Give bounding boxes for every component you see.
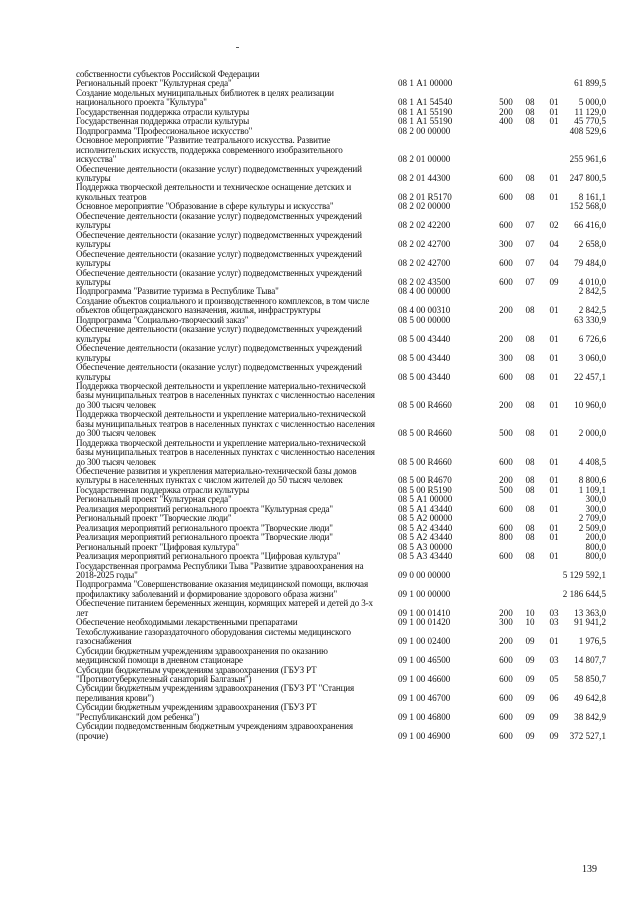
- row-expense-type: 300: [499, 239, 513, 250]
- row-amount: 2 709,0: [578, 513, 606, 524]
- row-name: Субсидии бюджетным учреждениям здравоохранения (ГБУЗ РТ "Станция переливания крови"): [76, 683, 355, 703]
- row-code: 09 1 00 46800: [398, 711, 451, 722]
- row-subsection: 01: [549, 116, 559, 127]
- row-name: Обеспечение деятельности (оказание услуг) подведомственных учреждений культуры: [76, 210, 362, 231]
- row-name: Реализация мероприятий регионального проекта "Творческие люди": [76, 532, 333, 543]
- row-subsection: 01: [549, 172, 559, 183]
- row-amount: 6 726,6: [578, 333, 606, 344]
- row-expense-type: 600: [499, 276, 513, 287]
- row-amount: 2 186 644,5: [562, 588, 606, 599]
- table-row: [76, 212, 616, 231]
- row-subsection: 02: [549, 220, 559, 231]
- row-section: 08: [525, 116, 535, 127]
- row-name: Субсидии бюджетным учреждениям здравоохранения по оказанию медицинской помощи в дневном стационаре: [76, 645, 328, 666]
- table-row: [76, 562, 616, 581]
- row-section: 08: [525, 399, 535, 410]
- row-code: 08 5 00 R4670: [398, 475, 452, 486]
- row-code: 09 1 00 00000: [398, 588, 451, 599]
- row-expense-type: 500: [499, 97, 513, 108]
- row-expense-type: 600: [499, 456, 513, 467]
- row-amount: 11 129,0: [574, 106, 606, 117]
- row-section: 08: [525, 484, 535, 495]
- row-section: 08: [525, 475, 535, 486]
- row-section: 08: [525, 191, 535, 202]
- row-section: 08: [525, 551, 535, 562]
- row-expense-type: 600: [499, 655, 513, 666]
- row-amount: 3 060,0: [578, 352, 606, 363]
- row-amount: 1 976,5: [578, 636, 606, 647]
- row-subsection: 01: [549, 333, 559, 344]
- row-name: Субсидии бюджетным учреждениям здравоохранения (ГБУЗ РТ "Республиканский дом ребенка"): [76, 702, 317, 722]
- table-row: [76, 647, 616, 666]
- row-code: 09 1 00 46900: [398, 730, 451, 741]
- row-expense-type: 300: [499, 617, 513, 628]
- row-subsection: 01: [549, 636, 559, 647]
- row-name: Субсидии подведомственным бюджетным учреждениям здравоохранения (прочие): [76, 721, 353, 741]
- row-section: 08: [525, 532, 535, 543]
- row-name: Обеспечение деятельности (оказание услуг) подведомственных учреждений культуры: [76, 343, 362, 363]
- row-amount: 4 408,5: [578, 456, 606, 467]
- row-subsection: 03: [549, 617, 559, 628]
- table-row: [76, 599, 616, 618]
- row-expense-type: 600: [499, 371, 513, 382]
- budget-table: [76, 70, 616, 741]
- row-code: 08 5 А2 00000: [398, 513, 453, 524]
- row-code: 09 1 00 46700: [398, 692, 451, 703]
- row-subsection: 09: [549, 711, 559, 722]
- row-section: 07: [525, 276, 535, 287]
- row-code: 09 1 00 02400: [398, 636, 451, 647]
- row-name: Государственная поддержка отрасли культуры: [76, 106, 250, 117]
- row-expense-type: 200: [499, 106, 513, 117]
- table-row: [76, 363, 616, 382]
- row-expense-type: 600: [499, 258, 513, 269]
- row-code: 08 2 01 R5170: [398, 191, 452, 202]
- row-amount: 4 010,0: [578, 276, 606, 287]
- row-amount: 63 330,9: [574, 314, 606, 325]
- row-subsection: 01: [549, 371, 559, 382]
- row-subsection: 06: [549, 692, 559, 703]
- row-subsection: 01: [549, 532, 559, 543]
- table-row: [76, 344, 616, 363]
- row-code: 08 4 00 00000: [398, 286, 451, 297]
- row-section: 09: [525, 674, 535, 684]
- row-code: 08 2 00 00000: [398, 125, 451, 136]
- table-row: [76, 183, 616, 202]
- row-amount: 8 800,6: [578, 475, 606, 486]
- row-section: 08: [525, 503, 535, 514]
- row-amount: 255 961,6: [569, 154, 606, 165]
- row-section: 08: [525, 456, 535, 467]
- row-section: 08: [525, 522, 535, 533]
- row-subsection: 01: [549, 106, 559, 117]
- row-code: 09 1 00 46500: [398, 655, 451, 666]
- row-name: Обеспечение деятельности (оказание услуг) подведомственных учреждений культуры: [76, 163, 362, 183]
- row-section: 07: [525, 220, 535, 231]
- row-amount: 91 941,2: [574, 617, 606, 628]
- row-expense-type: 600: [499, 172, 513, 183]
- row-code: 08 2 02 42200: [398, 220, 451, 231]
- table-row: [76, 231, 616, 250]
- row-code: 08 2 02 42700: [398, 239, 451, 250]
- row-name: Региональный проект "Творческие люди": [76, 513, 232, 524]
- row-amount: 13 363,0: [574, 607, 606, 618]
- row-expense-type: 600: [499, 674, 513, 684]
- row-section: 07: [525, 258, 535, 269]
- row-name: Техобслуживание газораздаточного оборудования системы медицинского газоснабжения: [76, 626, 351, 647]
- row-subsection: 03: [549, 607, 559, 618]
- row-amount: 10 960,0: [574, 399, 606, 410]
- page-number: 139: [582, 864, 597, 875]
- row-code: 08 5 А1 43440: [398, 503, 453, 514]
- row-amount: 800,0: [585, 551, 606, 562]
- row-expense-type: 600: [499, 220, 513, 231]
- table-row: [76, 580, 616, 599]
- row-name: Обеспечение необходимыми лекарственными препаратами: [76, 617, 298, 628]
- row-expense-type: 600: [499, 730, 513, 741]
- row-section: 08: [525, 106, 535, 117]
- row-expense-type: 500: [499, 428, 513, 439]
- table-row: [76, 382, 616, 410]
- row-name: Создание объектов социального и производственного комплексов, в том числе объектов общегражданского назначения, жилья, инфраструктуры: [76, 295, 370, 316]
- row-name: Обеспечение деятельности (оказание услуг) подведомственных учреждений культуры: [76, 267, 362, 287]
- row-amount: 800,0: [585, 541, 606, 552]
- row-subsection: 01: [549, 97, 559, 108]
- row-amount: 2 000,0: [578, 428, 606, 439]
- row-section: 08: [525, 172, 535, 183]
- row-amount: 66 416,0: [574, 220, 606, 231]
- row-name: Региональный проект "Цифровая культура": [76, 541, 239, 552]
- row-expense-type: 300: [499, 352, 513, 363]
- table-row: [76, 269, 616, 288]
- row-name: Основное мероприятие "Развитие театрального искусства. Развитие исполнительских искусств, поддержка современного изобразительного искусства": [76, 135, 343, 165]
- row-code: 08 5 00 R4660: [398, 428, 452, 439]
- row-subsection: 01: [549, 522, 559, 533]
- row-expense-type: 600: [499, 522, 513, 533]
- row-section: 08: [525, 428, 535, 439]
- row-section: 09: [525, 711, 535, 722]
- row-subsection: 09: [549, 730, 559, 741]
- row-expense-type: 600: [499, 692, 513, 703]
- table-row: [76, 439, 616, 467]
- scan-speck: [236, 47, 239, 48]
- row-code: 08 4 00 00310: [398, 305, 451, 316]
- row-name: Обеспечение деятельности (оказание услуг) подведомственных учреждений культуры: [76, 324, 362, 344]
- row-expense-type: 600: [499, 551, 513, 562]
- row-code: 09 1 00 01410: [398, 607, 451, 618]
- row-name: Реализация мероприятий регионального проекта "Цифровая культура": [76, 551, 341, 562]
- row-section: 08: [525, 371, 535, 382]
- row-section: 08: [525, 97, 535, 108]
- row-subsection: 04: [549, 258, 559, 269]
- row-subsection: 01: [549, 456, 559, 467]
- row-subsection: 01: [549, 305, 559, 316]
- row-subsection: 04: [549, 239, 559, 250]
- row-name: Обеспечение деятельности (оказание услуг) подведомственных учреждений культуры: [76, 362, 362, 382]
- table-row: [76, 666, 616, 685]
- row-amount: 14 807,7: [574, 655, 606, 666]
- row-code: 08 2 02 43500: [398, 276, 451, 287]
- row-expense-type: 200: [499, 305, 513, 316]
- row-amount: 200,0: [585, 532, 606, 543]
- table-row: [76, 684, 616, 703]
- row-section: 08: [525, 352, 535, 363]
- row-name: Государственная поддержка отрасли культуры: [76, 484, 250, 495]
- row-code: 09 1 00 46600: [398, 674, 451, 684]
- row-subsection: 09: [549, 276, 559, 287]
- row-amount: 5 129 592,1: [562, 570, 606, 581]
- row-name: Поддержка творческой деятельности и техническое оснащение детских и кукольных театров: [76, 182, 352, 202]
- row-amount: 2 509,0: [578, 522, 606, 533]
- row-subsection: 01: [549, 399, 559, 410]
- table-row: [76, 722, 616, 741]
- row-expense-type: 200: [499, 399, 513, 410]
- row-section: 09: [525, 655, 535, 666]
- row-name: Поддержка творческой деятельности и укрепление материально-технической базы муниципальных театров в населенных пунктах с численностью населения до 300 тысяч человек: [76, 437, 375, 467]
- row-expense-type: 400: [499, 116, 513, 127]
- row-section: 09: [525, 730, 535, 741]
- row-code: 08 5 А2 43440: [398, 522, 453, 533]
- row-name: Обеспечение деятельности (оказание услуг) подведомственных учреждений культуры: [76, 229, 362, 250]
- row-amount: 22 457,1: [574, 371, 606, 382]
- row-name: Обеспечение деятельности (оказание услуг) подведомственных учреждений культуры: [76, 248, 362, 269]
- row-code: 08 1 А1 55190: [398, 106, 453, 117]
- row-code: 08 1 А1 00000: [398, 78, 453, 89]
- row-expense-type: 200: [499, 636, 513, 647]
- row-subsection: 03: [549, 655, 559, 666]
- row-code: 08 5 00 R4660: [398, 456, 452, 467]
- row-code: 08 5 00 R4660: [398, 399, 452, 410]
- row-name: Обеспечение питанием беременных женщин, кормящих матерей и детей до 3-х лет: [76, 598, 373, 618]
- row-amount: 152 568,0: [569, 201, 606, 212]
- row-code: 09 0 00 00000: [398, 570, 451, 581]
- table-row: [76, 297, 616, 316]
- row-amount: 1 109,1: [578, 484, 606, 495]
- row-name: Государственная поддержка отрасли культуры: [76, 116, 250, 127]
- table-row: [76, 165, 616, 184]
- row-amount: 2 658,0: [578, 239, 606, 250]
- row-amount: 61 899,5: [574, 78, 606, 89]
- row-name: Субсидии бюджетным учреждениям здравоохранения (ГБУЗ РТ "Противотуберкулезный санаторий Балгазын"): [76, 664, 317, 684]
- row-code: 08 5 А2 43440: [398, 532, 453, 543]
- row-amount: 49 642,8: [574, 692, 606, 703]
- row-amount: 58 850,7: [574, 674, 606, 684]
- row-code: 09 1 00 01420: [398, 617, 451, 628]
- row-code: 08 5 00 R5190: [398, 484, 452, 495]
- row-name: Реализация мероприятий регионального проекта "Культурная среда": [76, 503, 333, 514]
- table-row: [76, 325, 616, 344]
- row-amount: 45 770,5: [574, 116, 606, 127]
- row-subsection: 01: [549, 191, 559, 202]
- row-subsection: 05: [549, 674, 559, 684]
- row-subsection: 01: [549, 484, 559, 495]
- row-expense-type: 200: [499, 607, 513, 618]
- row-expense-type: 200: [499, 475, 513, 486]
- row-name: Основное мероприятие "Образование в сфере культуры и искусства": [76, 201, 334, 212]
- row-code: 08 5 А1 00000: [398, 494, 453, 505]
- table-row: [76, 410, 616, 438]
- row-subsection: 01: [549, 475, 559, 486]
- row-amount: 38 842,9: [574, 711, 606, 722]
- row-code: 08 5 00 43440: [398, 333, 451, 344]
- row-name: Государственная программа Республики Тыва "Развитие здравоохранения на 2018-2025 годы": [76, 560, 364, 581]
- row-expense-type: 500: [499, 484, 513, 495]
- table-row: [76, 628, 616, 647]
- row-name: Обеспечение развития и укрепления материально-технической базы домов культуры в населенных пунктах с числом жителей до 50 тысяч человек: [76, 466, 357, 486]
- row-subsection: 01: [549, 352, 559, 363]
- table-row: [76, 250, 616, 269]
- row-name: Поддержка творческой деятельности и укрепление материально-технической базы муниципальных театров в населенных пунктах с численностью населения до 300 тысяч человек: [76, 409, 375, 439]
- table-row: [76, 467, 616, 486]
- row-code: 08 5 А3 00000: [398, 541, 453, 552]
- row-section: 10: [525, 617, 535, 628]
- row-expense-type: 600: [499, 711, 513, 722]
- row-section: 08: [525, 305, 535, 316]
- table-row: [76, 136, 616, 164]
- row-subsection: 01: [549, 428, 559, 439]
- row-subsection: 01: [549, 503, 559, 514]
- row-code: 08 2 02 42700: [398, 258, 451, 269]
- row-expense-type: 600: [499, 503, 513, 514]
- row-name: Региональный проект "Культурная среда": [76, 78, 232, 89]
- row-expense-type: 800: [499, 532, 513, 543]
- row-section: 09: [525, 636, 535, 647]
- row-name: Подпрограмма "Развитие туризма в Республике Тыва": [76, 286, 279, 297]
- row-expense-type: 200: [499, 333, 513, 344]
- row-name: Поддержка творческой деятельности и укрепление материально-технической базы муниципальных театров в населенных пунктах с численностью населения до 300 тысяч человек: [76, 380, 375, 410]
- row-amount: 372 527,1: [569, 730, 606, 741]
- row-amount: 408 529,6: [569, 125, 606, 136]
- row-code: 08 2 02 00000: [398, 201, 451, 212]
- row-section: 08: [525, 333, 535, 344]
- row-name: Подпрограмма "Социально-творческий заказ": [76, 314, 249, 325]
- row-amount: 8 161,1: [578, 191, 606, 202]
- table-row: [76, 703, 616, 722]
- row-name: Подпрограмма "Профессиональное искусство": [76, 125, 253, 136]
- row-code: 08 2 01 00000: [398, 154, 451, 165]
- row-code: 08 1 А1 54540: [398, 97, 453, 108]
- row-amount: 300,0: [585, 503, 606, 514]
- row-name: Создание модельных муниципальных библиотек в целях реализации национального проекта "Культура": [76, 87, 334, 108]
- row-amount: 79 484,0: [574, 258, 606, 269]
- row-code: 08 5 00 00000: [398, 314, 451, 325]
- row-name: Реализация мероприятий регионального проекта "Творческие люди": [76, 522, 333, 533]
- row-section: 09: [525, 692, 535, 703]
- row-subsection: 01: [549, 551, 559, 562]
- row-amount: 247 800,5: [569, 172, 606, 183]
- row-amount: 5 000,0: [578, 97, 606, 108]
- row-amount: 2 842,5: [578, 305, 606, 316]
- row-name: собственности субъектов Российской Федерации: [76, 69, 260, 79]
- row-amount: 300,0: [585, 494, 606, 505]
- row-expense-type: 600: [499, 191, 513, 202]
- row-code: 08 2 01 44300: [398, 172, 451, 183]
- row-code: 08 1 А1 55190: [398, 116, 453, 127]
- row-code: 08 5 А3 43440: [398, 551, 453, 562]
- row-amount: 2 842,5: [578, 286, 606, 297]
- row-name: Подпрограмма "Совершенствование оказания медицинской помощи, включая профилактику заболеваний и формирование здорового образа жизни": [76, 579, 368, 599]
- row-section: 07: [525, 239, 535, 250]
- row-code: 08 5 00 43440: [398, 352, 451, 363]
- row-section: 10: [525, 607, 535, 618]
- row-code: 08 5 00 43440: [398, 371, 451, 382]
- table-row: [76, 89, 616, 108]
- row-name: Региональный проект "Культурная среда": [76, 494, 232, 505]
